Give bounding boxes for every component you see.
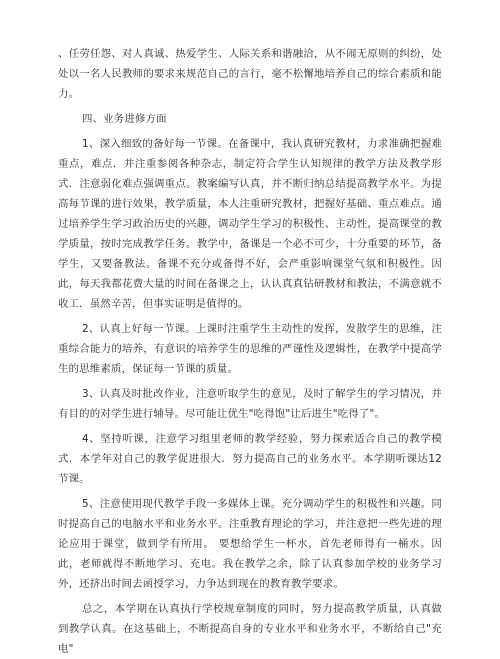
paragraph-multimedia: 5、注意使用现代教学手段一多媒体上课。充分调动学生的积极性和兴趣。同时提高自己的电脑水平和业务水平。注重教育理论的学习，并注意把一些先进的理论应用于课堂，做到学有所用。 要想给学生一杯水，首先老师得有一桶水。因此，老师就得不断地学习、充电。我在教学之余，除了认真参加学校的业务学习外，还挤出时间去函授学习，力争达到现在的教育教学要求。 xyxy=(58,498,442,590)
section-heading: 四、业务进修方面 xyxy=(82,113,167,125)
paragraph-teaching: 2、认真上好每一节课。上课时注重学生主动性的发挥，发散学生的思维，注重综合能力的培养，有意识的培养学生的思维的严谨性及逻辑性，在教学中提高学生的思维素质，保证每一节课的质量。 xyxy=(58,323,442,375)
paragraph-lesson-prep: 1、深入细致的备好每一节课。在备课中，我认真研究教材，力求准确把握难重点，难点．并注重参阅各种杂志，制定符合学生认知规律的教学方法及教学形式．注意弱化难点强调重点。教案编写认真，并不断归纳总结提高教学水平。为提高每节课的进行效果，教学质量，本人注重研究教材，把握好基础、重点难点。通过培养学生学习政治历史的兴趣，调动学生学习的积极性、主动性，提高课堂的教学质量，按时完成教学任务。教学中，备课是一个必不可少，十分重要的环节，备学生，又要备教法。备课不充分或备得不好，会严重影响课堂气氛和积极性。因此，每天我都花费大量的时间在备课之上，认认真真钻研教材和教法，不满意就不收工．虽然辛苦，但事实证明是值得的。 xyxy=(58,138,442,310)
paragraph-observation: 4、坚持听课，注意学习组里老师的教学经验，努力探索适合自己的教学模式．本学年对自己的教学促进很大．努力提高自己的业务水平。本学期听课达12节课。 xyxy=(58,433,442,485)
intro-paragraph: 、任劳任怨、对人真诚、热爱学生、人际关系和谐融洽，从不闹无原则的纠纷，处处以一名人民教师的要求来规范自己的言行，毫不松懈地培养自己的综合素质和能力。 xyxy=(58,48,442,100)
paragraph-homework: 3、认真及时批改作业，注意听取学生的意见，及时了解学生的学习情况，并有目的的对学生进行辅导。尽可能让优生"吃得饱"让后进生"吃得了"。 xyxy=(58,388,442,420)
paragraph-summary: 总之，本学期在认真执行学校规章制度的同时，努力提高教学质量，认真做到教学认真。在这基础上，不断提高自身的专业水平和业务水平，不断给自己"充电" xyxy=(58,603,442,655)
